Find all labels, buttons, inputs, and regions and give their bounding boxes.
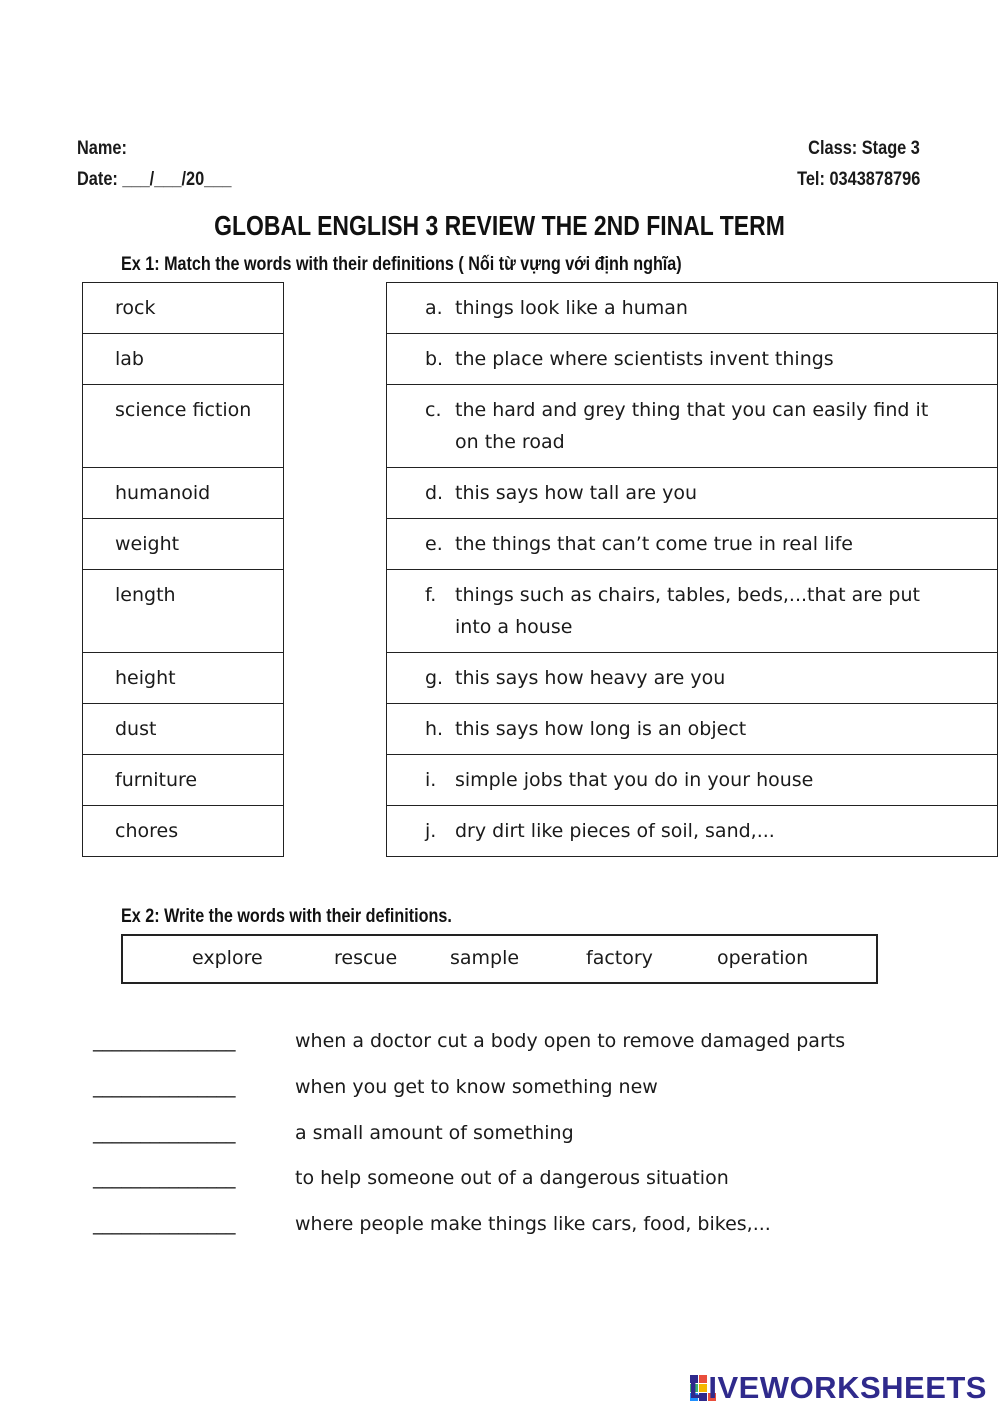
word-row xyxy=(83,653,284,704)
word-cell: weight xyxy=(83,519,284,570)
definition-letter: e. xyxy=(425,533,443,555)
word-cell: lab xyxy=(83,334,284,385)
ex2-title: Ex 2: Write the words with their definitions. xyxy=(121,906,452,927)
definition-text: things such as chairs, tables, beds,...that are put into a house xyxy=(455,584,920,638)
clue-text: a small amount of something xyxy=(295,1122,574,1144)
definition-text: dry dirt like pieces of soil, sand,... xyxy=(455,820,775,842)
word-bank-item: sample xyxy=(450,947,520,969)
definition-letter: g. xyxy=(425,667,444,689)
definition-row xyxy=(387,385,998,468)
word-cell: height xyxy=(83,653,284,704)
definition-cell xyxy=(387,704,998,755)
definition-text: things look like a human xyxy=(455,297,688,319)
clue-text: to help someone out of a dangerous situation xyxy=(295,1167,729,1189)
word-cell: chores xyxy=(83,806,284,857)
definition-cell xyxy=(387,806,998,857)
word-row xyxy=(83,519,284,570)
definition-letter: i. xyxy=(425,769,437,791)
definition-row xyxy=(387,519,998,570)
definition-letter: f. xyxy=(425,584,437,606)
name-label: Name: xyxy=(77,138,127,159)
definition-row xyxy=(387,653,998,704)
definition-cell xyxy=(387,334,998,385)
liveworksheets-logo-text: LIVEWORKSHEETS xyxy=(688,1370,987,1405)
word-bank-item: rescue xyxy=(334,947,398,969)
definition-text: the hard and grey thing that you can easily find it on the road xyxy=(455,399,929,453)
definition-table xyxy=(386,282,998,857)
definition-text: this says how heavy are you xyxy=(455,667,726,689)
word-bank-item: explore xyxy=(192,947,263,969)
definition-cell xyxy=(387,385,998,468)
answer-blank[interactable]: _______________ xyxy=(93,1122,236,1144)
clue-text: where people make things like cars, food, bikes,... xyxy=(295,1213,771,1235)
date-label: Date: ___/___/20___ xyxy=(77,169,232,190)
ex1-title: Ex 1: Match the words with their definitions ( Nối từ vựng với định nghĩa) xyxy=(121,254,682,275)
definition-letter: c. xyxy=(425,399,442,421)
word-cell: dust xyxy=(83,704,284,755)
word-bank-item: factory xyxy=(586,947,653,969)
definition-cell xyxy=(387,653,998,704)
definition-letter: d. xyxy=(425,482,444,504)
definition-text: this says how tall are you xyxy=(455,482,698,504)
clue-text: when you get to know something new xyxy=(295,1076,658,1098)
word-bank-item: operation xyxy=(717,947,809,969)
word-bank xyxy=(121,934,878,984)
word-cell: furniture xyxy=(83,755,284,806)
word-row xyxy=(83,704,284,755)
definition-cell xyxy=(387,570,998,653)
definition-row xyxy=(387,704,998,755)
word-row xyxy=(83,385,284,468)
class-label: Class: Stage 3 xyxy=(808,138,920,159)
answer-blank[interactable]: _______________ xyxy=(93,1076,236,1098)
definition-cell xyxy=(387,755,998,806)
definition-cell xyxy=(387,283,998,334)
definition-letter: j. xyxy=(425,820,437,842)
word-cell: rock xyxy=(83,283,284,334)
answer-blank[interactable]: _______________ xyxy=(93,1213,236,1235)
definition-row xyxy=(387,755,998,806)
definition-row xyxy=(387,570,998,653)
definition-row xyxy=(387,334,998,385)
word-row xyxy=(83,334,284,385)
word-cell: humanoid xyxy=(83,468,284,519)
definition-text: the things that can’t come true in real life xyxy=(455,533,853,555)
definition-letter: b. xyxy=(425,348,444,370)
page-title: GLOBAL ENGLISH 3 REVIEW THE 2ND FINAL TERM xyxy=(214,210,785,241)
clue-text: when a doctor cut a body open to remove damaged parts xyxy=(295,1030,846,1052)
definition-row xyxy=(387,468,998,519)
definition-row xyxy=(387,806,998,857)
definition-letter: a. xyxy=(425,297,443,319)
word-row xyxy=(83,570,284,653)
word-row xyxy=(83,283,284,334)
word-row xyxy=(83,755,284,806)
definition-text: this says how long is an object xyxy=(455,718,747,740)
word-cell: science fiction xyxy=(83,385,284,468)
definition-text: simple jobs that you do in your house xyxy=(455,769,814,791)
definition-text: the place where scientists invent things xyxy=(455,348,834,370)
definition-row xyxy=(387,283,998,334)
word-row xyxy=(83,468,284,519)
definition-cell xyxy=(387,519,998,570)
word-row xyxy=(83,806,284,857)
word-cell: length xyxy=(83,570,284,653)
answer-blank[interactable]: _______________ xyxy=(93,1030,236,1052)
tel-label: Tel: 0343878796 xyxy=(796,169,920,190)
word-table xyxy=(82,282,284,857)
definition-letter: h. xyxy=(425,718,444,740)
answer-blank[interactable]: _______________ xyxy=(93,1167,236,1189)
definition-cell xyxy=(387,468,998,519)
